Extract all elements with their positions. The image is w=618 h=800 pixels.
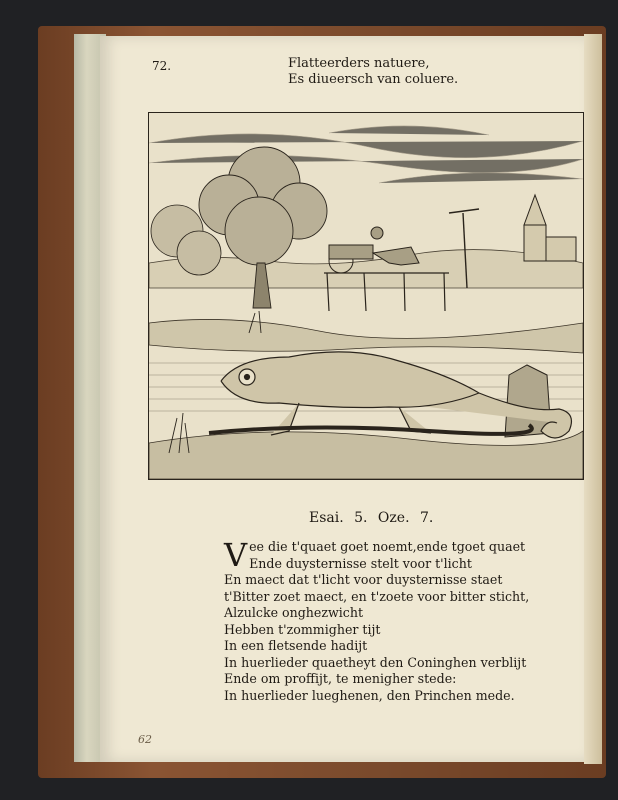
verse-line: Alzulcke onghezwicht	[224, 605, 364, 620]
page-edge	[584, 34, 602, 764]
page-number: 72.	[152, 59, 172, 73]
folio-mark: 62	[138, 733, 152, 746]
verse-line: In huerlieder lueghenen, den Princhen mede.	[224, 687, 515, 703]
verse-line: Ende duysternisse stelt voor t'licht	[249, 555, 472, 571]
scripture-reference: Esai. 5. Oze. 7.	[309, 510, 434, 526]
verse-block	[224, 536, 574, 704]
verse-first-line-text: ee die t'quaet goet noemt,ende tgoet quaet	[249, 539, 526, 554]
page-heading-line-2: Es diueersch van coluere.	[288, 72, 459, 87]
verse-line: In huerlieder quaetheyt den Coninghen verblijt	[224, 654, 527, 670]
page-heading-line-1: Flatteerders natuere,	[288, 56, 430, 71]
verse-line: En maect dat t'licht voor duysternisse staet	[224, 572, 503, 587]
verse-line: t'Bitter zoet maect, en t'zoete voor bitter sticht,	[224, 588, 530, 604]
verse-line: Ende om proffijt, te menigher stede:	[224, 671, 457, 686]
verse-line: In een fletsende hadijt	[224, 638, 368, 653]
verse-line: Hebben t'zommigher tijt	[224, 621, 381, 637]
engraving-illustration	[148, 112, 584, 480]
drop-cap: V	[224, 536, 248, 574]
